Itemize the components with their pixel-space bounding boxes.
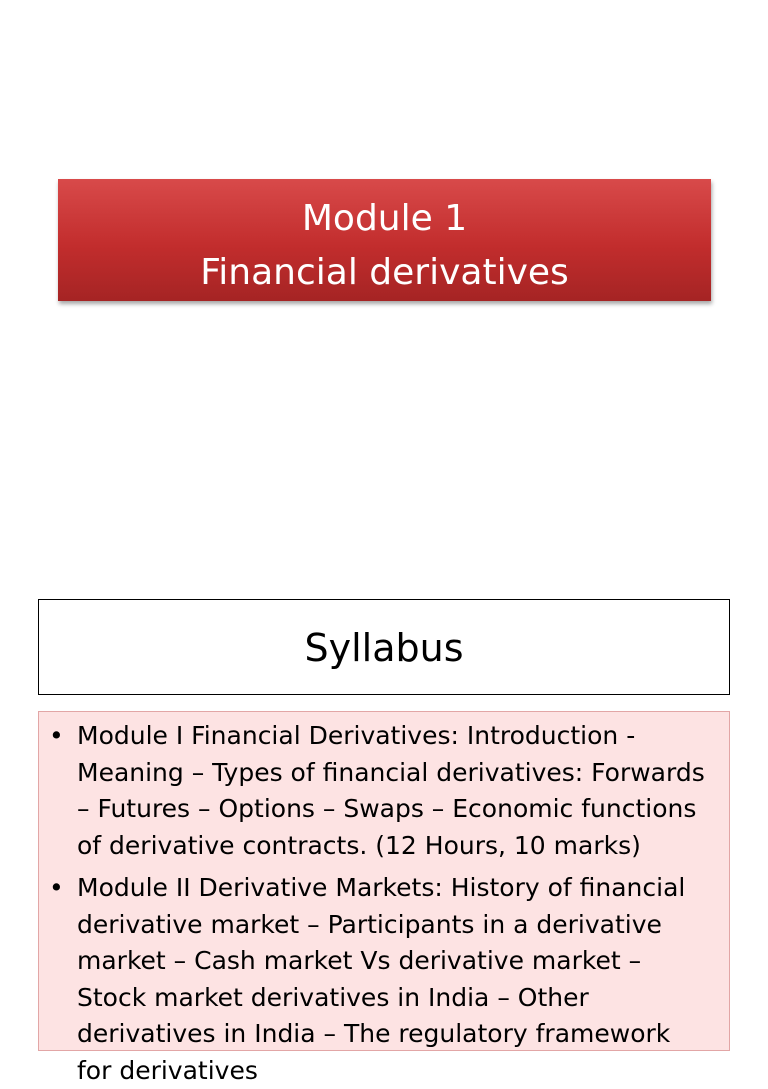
syllabus-heading: Syllabus — [38, 599, 730, 695]
bullet-icon: • — [49, 721, 64, 750]
list-item — [45, 718, 711, 864]
bullet-text: Module II Derivative Markets: History of financial derivative market – Participants in a derivative market – Cash market Vs derivative market – Stock market derivatives in India – Other derivatives in India – The regulatory framework for derivatives — [77, 873, 686, 1085]
title-banner — [58, 179, 711, 301]
list-item — [45, 870, 711, 1089]
slide-syllabus — [0, 576, 768, 1085]
bullet-text: Module I Financial Derivatives: Introduction - Meaning – Types of financial derivatives: Forwards – Futures – Options – Swaps – Economic functions of derivative contracts. (12 Hours, 10 marks) — [77, 721, 705, 860]
title-line-2: Financial derivatives — [200, 252, 569, 293]
title-line-1: Module 1 — [301, 198, 468, 239]
syllabus-content — [38, 711, 730, 1085]
bullet-list — [45, 718, 711, 1089]
bullet-icon: • — [49, 873, 64, 902]
